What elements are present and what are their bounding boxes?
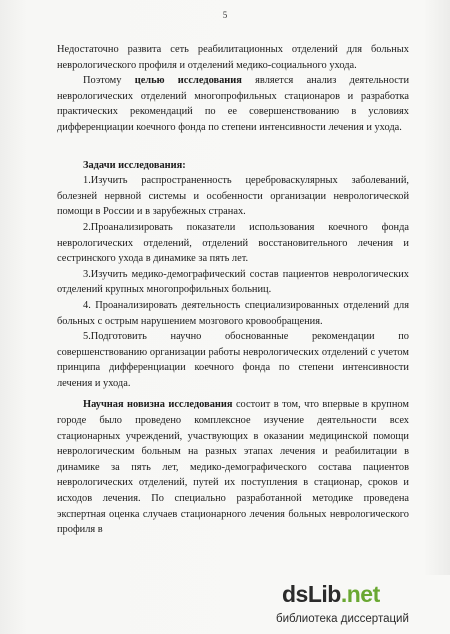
logo-accent: .net xyxy=(340,581,380,607)
watermark-subtitle: библиотека диссертаций xyxy=(276,613,409,625)
logo-main: dsLib xyxy=(282,581,341,607)
task-2: 2.Проанализировать показатели использования коечного фонда неврологических отделений, отделений восстановительного лечения и сестринского ухода в динамике за пять лет. xyxy=(57,221,409,265)
task-5: 5.Подготовить научно обоснованные рекомендации по совершенствованию организации работы неврологических отделений с учетом принципа дифференциации коечного фонда по степени интенсивности лечения и ухода. xyxy=(57,331,409,389)
goal-text: является анализ деятельности неврологических отделений многопрофильных стационаров и разработка практических рекомендаций по ее совершенствованию в условиях дифференциации коечного фонда по степени интенсивности лечения и ухода. xyxy=(57,75,410,133)
task-3: 3.Изучить медико-демографический состав пациентов неврологических отделений крупных многопрофильных больниц. xyxy=(57,268,409,296)
goal-term: целью исследования xyxy=(134,75,242,87)
novelty-term: Научная новизна исследования xyxy=(83,399,233,411)
dslib-logo xyxy=(282,581,380,608)
task-4: 4. Проанализировать деятельность специализированных отделений для больных с острым нарушением мозгового кровообращения. xyxy=(57,299,409,327)
task-1: 1.Изучить распространенность цереброваскулярных заболеваний, болезней нервной системы и особенности организации неврологической помощи в России и в зарубежных странах. xyxy=(57,175,409,218)
page-number: 5 xyxy=(222,10,228,20)
paragraph-network: Недостаточно развита сеть реабилитационных отделений для больных неврологического профиля и отделений медико-социального ухода. xyxy=(57,44,409,71)
novelty-text: состоит в том, что впервые в крупном городе было проведено комплексное изучение деятельности всех стационарных учреждений, участвующих в оказании медицинской помощи неврологическим больным на разных этапах лечения и реабилитации в динамике за пять лет, медико-демографического состава пациентов неврологических отделений, путей их поступления в стационар, сроков и исходов лечения. По специально разработанной методике проведена экспертная оценка случаев стационарного лечения больных неврологического профиля в xyxy=(57,399,409,536)
paragraph-goal xyxy=(57,73,409,135)
goal-lead-text: Поэтому xyxy=(83,75,135,87)
paragraph-novelty xyxy=(57,397,409,537)
document-body xyxy=(57,42,409,538)
tasks-heading xyxy=(57,158,409,174)
tasks-heading-text: Задачи исследования: xyxy=(83,159,186,171)
watermark xyxy=(262,575,450,634)
